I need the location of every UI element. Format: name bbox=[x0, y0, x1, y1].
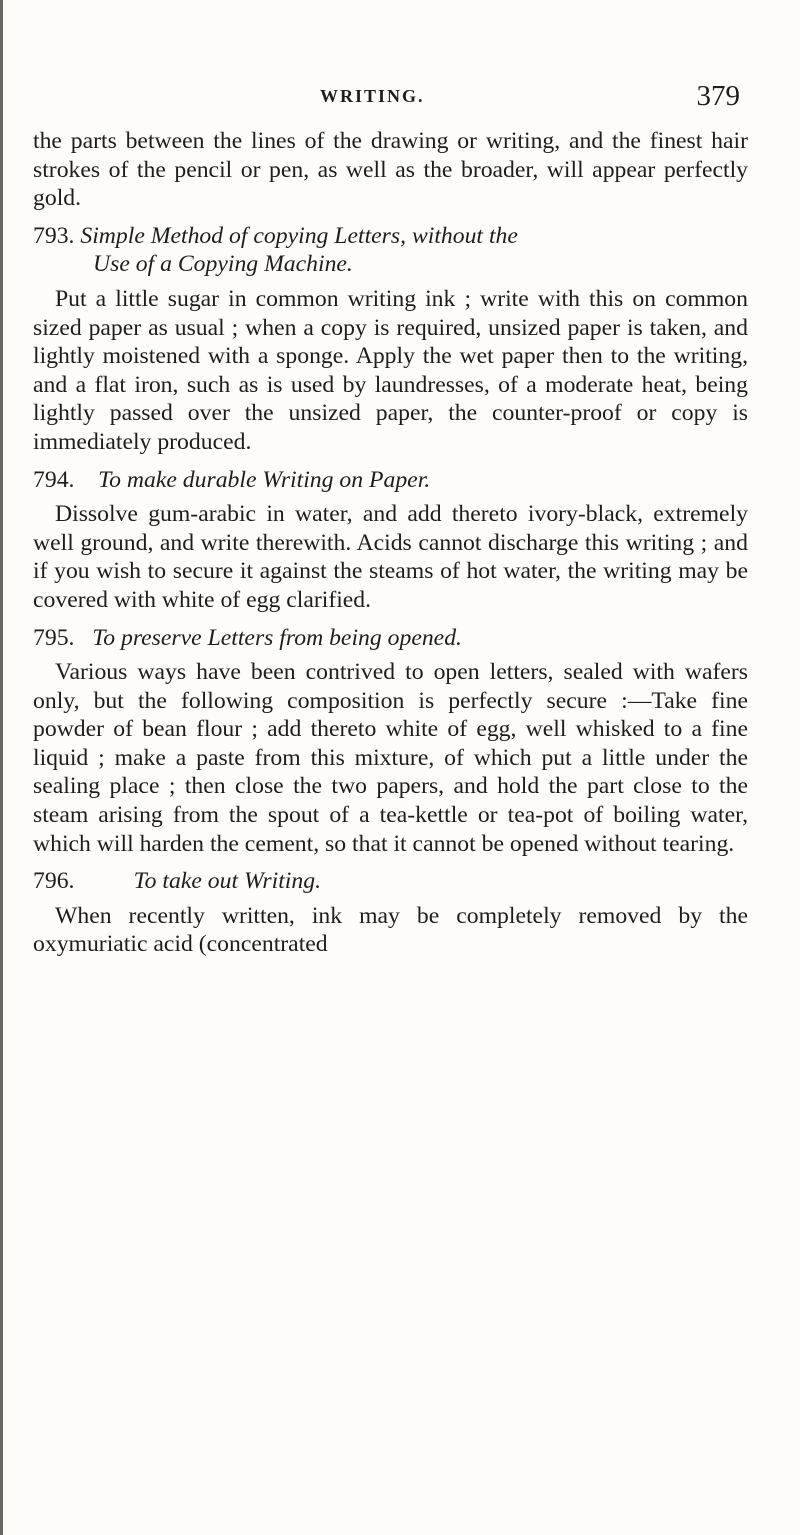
section-body-794: Dissolve gum-arabic in water, and add thereto ivory-black, extremely well ground, and write therewith. Acids cannot discharge this writing ; and if you wish to secure it against the steams of hot water, the writing may be covered with white of egg clarified. bbox=[33, 501, 748, 613]
spacer bbox=[33, 615, 748, 624]
running-head-title: WRITING. bbox=[320, 86, 425, 106]
section-heading-793 bbox=[33, 222, 748, 279]
page-number: 379 bbox=[696, 80, 740, 112]
section-heading-794 bbox=[33, 466, 748, 495]
section-heading-795 bbox=[33, 624, 748, 653]
section-number: 793. bbox=[33, 222, 75, 249]
section-title-continued: Use of a Copying Machine. bbox=[93, 251, 353, 278]
spacer bbox=[33, 213, 748, 222]
running-head bbox=[320, 80, 740, 120]
section-title: Simple Method of copying Letters, without the bbox=[80, 222, 518, 249]
section-title: To make durable Writing on Paper. bbox=[98, 466, 431, 493]
page-text bbox=[33, 127, 748, 959]
section-number: 796. bbox=[33, 868, 75, 895]
section-number: 795. bbox=[33, 624, 75, 651]
section-heading-796 bbox=[33, 867, 748, 896]
spacer bbox=[33, 858, 748, 867]
section-title: To take out Writing. bbox=[133, 868, 321, 895]
intro-paragraph: the parts between the lines of the drawing or writing, and the finest hair strokes of the pencil or pen, as well as the broader, will appear perfectly gold. bbox=[33, 128, 748, 212]
section-body-796: When recently written, ink may be completely removed by the oxymuriatic acid (concentrated bbox=[33, 902, 748, 958]
section-number: 794. bbox=[33, 466, 75, 493]
spacer bbox=[33, 457, 748, 466]
section-body-793: Put a little sugar in common writing ink ; write with this on common sized paper as usual ; when a copy is required, unsized paper is taken, and lightly moistened with a sponge. Apply the wet paper then to the writing, and a flat iron, such as is used by laundresses, of a moderate heat, being lightly passed over the unsized paper, the counter-proof or copy is immediately produced. bbox=[33, 285, 748, 455]
section-title: To preserve Letters from being opened. bbox=[92, 624, 462, 651]
section-body-795: Various ways have been contrived to open letters, sealed with wafers only, but the following composition is perfectly secure :—Take fine powder of bean flour ; add thereto white of egg, well whisked to a fine liquid ; make a paste from this mixture, of which put a little under the sealing place ; then close the two papers, and hold the part close to the steam arising from the spout of a tea-kettle or tea-pot of boiling water, which will harden the cement, so that it cannot be opened without tearing. bbox=[33, 659, 748, 857]
page-edge bbox=[0, 0, 3, 1535]
